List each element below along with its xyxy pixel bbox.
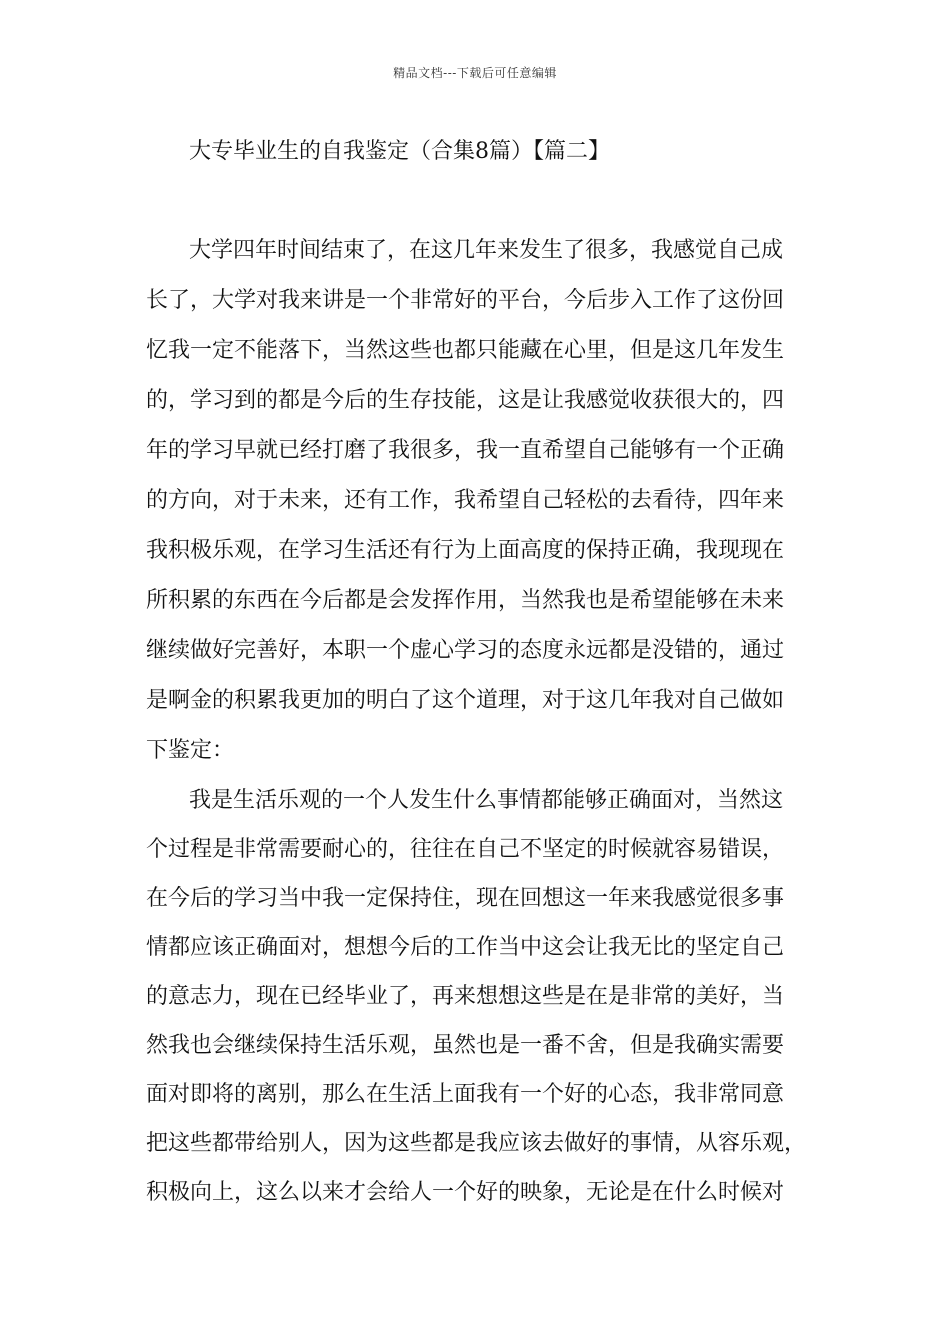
paragraph-line: 的，学习到的都是今后的生存技能，这是让我感觉收获很大的，四	[146, 388, 785, 413]
document-title: 大专毕业生的自我鉴定（合集8篇）【篇二】	[189, 139, 610, 164]
paragraph-line: 在今后的学习当中我一定保持住，现在回想这一年来我感觉很多事	[146, 886, 785, 911]
paragraph-line: 情都应该正确面对，想想今后的工作当中这会让我无比的坚定自己	[146, 935, 785, 960]
paragraph-line: 下鉴定：	[146, 738, 235, 763]
paragraph-line: 年的学习早就已经打磨了我很多，我一直希望自己能够有一个正确	[146, 438, 785, 463]
paragraph-line: 的方向，对于未来，还有工作，我希望自己轻松的去看待，四年来	[146, 488, 785, 513]
paragraph-line: 个过程是非常需要耐心的，往往在自己不坚定的时候就容易错误，	[146, 837, 785, 862]
paragraph-line: 忆我一定不能落下，当然这些也都只能藏在心里，但是这几年发生	[146, 338, 785, 363]
paragraph-line: 积极向上，这么以来才会给人一个好的映象，无论是在什么时候对	[146, 1180, 785, 1205]
paragraph-line: 面对即将的离别，那么在生活上面我有一个好的心态，我非常同意	[146, 1082, 785, 1107]
paragraph-line: 继续做好完善好，本职一个虚心学习的态度永远都是没错的，通过	[146, 638, 785, 663]
paragraph-line: 长了，大学对我来讲是一个非常好的平台，今后步入工作了这份回	[146, 288, 785, 313]
paragraph-line: 是啊金的积累我更加的明白了这个道理，对于这几年我对自己做如	[146, 688, 785, 713]
paragraph-line: 然我也会继续保持生活乐观，虽然也是一番不舍，但是我确实需要	[146, 1033, 785, 1058]
paragraph-line: 的意志力，现在已经毕业了，再来想想这些是在是非常的美好，当	[146, 984, 785, 1009]
paragraph-line: 所积累的东西在今后都是会发挥作用，当然我也是希望能够在未来	[146, 588, 785, 613]
paragraph-line: 我积极乐观，在学习生活还有行为上面高度的保持正确，我现现在	[146, 538, 785, 563]
paragraph-line: 大学四年时间结束了，在这几年来发生了很多，我感觉自己成	[189, 238, 784, 263]
paragraph-line: 我是生活乐观的一个人发生什么事情都能够正确面对，当然这	[189, 788, 784, 813]
page-header: 精品文档---下载后可任意编辑	[393, 66, 557, 80]
paragraph-line: 把这些都带给别人，因为这些都是我应该去做好的事情，从容乐观，	[146, 1131, 807, 1156]
